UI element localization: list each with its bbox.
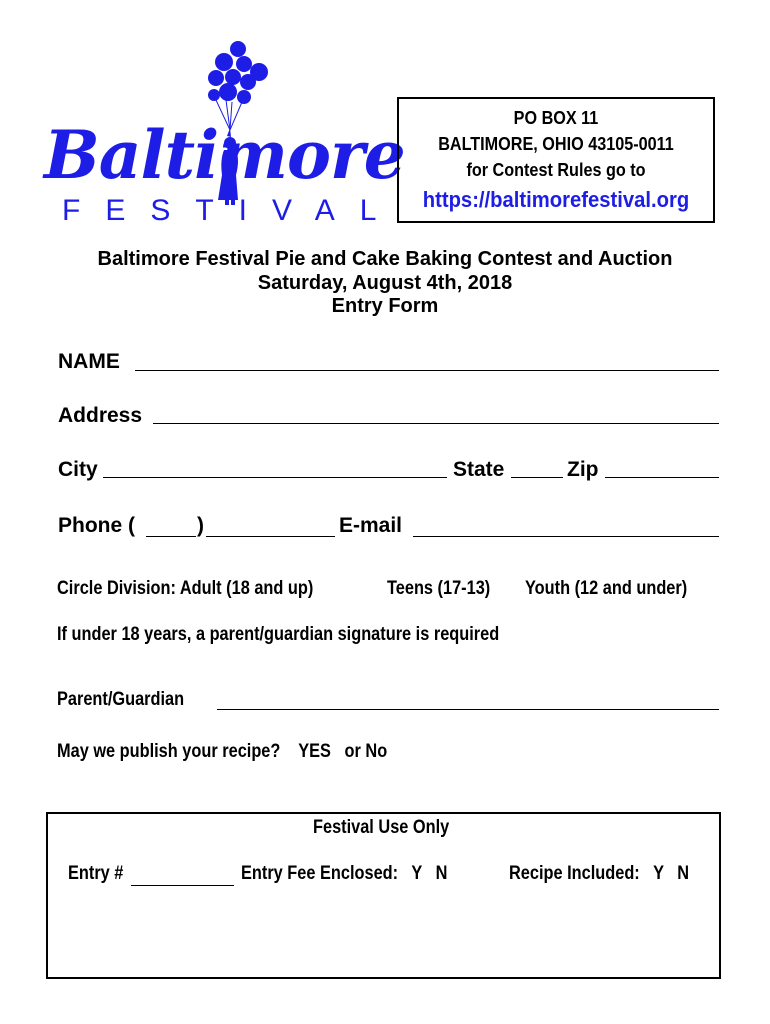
event-date: Saturday, August 4th, 2018 (257, 272, 513, 294)
phone-close-paren: ) (197, 514, 204, 537)
zip-field[interactable] (605, 477, 719, 478)
phone-label: Phone ( (58, 514, 135, 537)
page-title: Baltimore Festival Pie and Cake Baking Contest and Auction (97, 248, 673, 270)
email-field[interactable] (413, 536, 719, 537)
logo-subtitle: FESTIVAL (62, 194, 402, 227)
division-teens[interactable]: Teens (17-13) (387, 578, 491, 599)
address-label: Address (58, 404, 143, 427)
state-label: State (453, 458, 505, 481)
city-field[interactable] (103, 477, 447, 478)
name-field[interactable] (135, 370, 719, 371)
division-youth[interactable]: Youth (12 and under) (525, 578, 688, 599)
logo-word: Baltimore (44, 116, 405, 194)
entry-number-label: Entry # (68, 863, 124, 884)
festival-use-title: Festival Use Only (313, 817, 450, 838)
guardian-signature-field[interactable] (217, 709, 719, 710)
city-state-zip: BALTIMORE, OHIO 43105-0011 (438, 134, 674, 154)
guardian-label: Parent/Guardian (57, 689, 185, 710)
website-link[interactable]: https://baltimorefestival.org (422, 187, 690, 212)
guardian-note: If under 18 years, a parent/guardian signature is required (57, 624, 500, 645)
state-field[interactable] (511, 477, 563, 478)
entry-fee-enclosed[interactable]: Entry Fee Enclosed: Y N (241, 863, 448, 884)
publish-question[interactable]: May we publish your recipe? YES or No (57, 741, 388, 762)
po-box: PO BOX 11 (513, 108, 599, 128)
zip-label: Zip (567, 458, 599, 481)
name-label: NAME (58, 350, 120, 373)
division-adult[interactable]: Circle Division: Adult (18 and up) (57, 578, 314, 599)
email-label: E-mail (339, 514, 403, 537)
recipe-included[interactable]: Recipe Included: Y N (509, 863, 690, 884)
phone-field[interactable] (206, 536, 335, 537)
entry-number-field[interactable] (131, 885, 234, 886)
city-label: City (58, 458, 98, 481)
address-box (397, 97, 715, 223)
form-title: Entry Form (331, 295, 439, 317)
rules-note: for Contest Rules go to (466, 160, 646, 180)
address-field[interactable] (153, 423, 719, 424)
area-code-field[interactable] (146, 536, 196, 537)
